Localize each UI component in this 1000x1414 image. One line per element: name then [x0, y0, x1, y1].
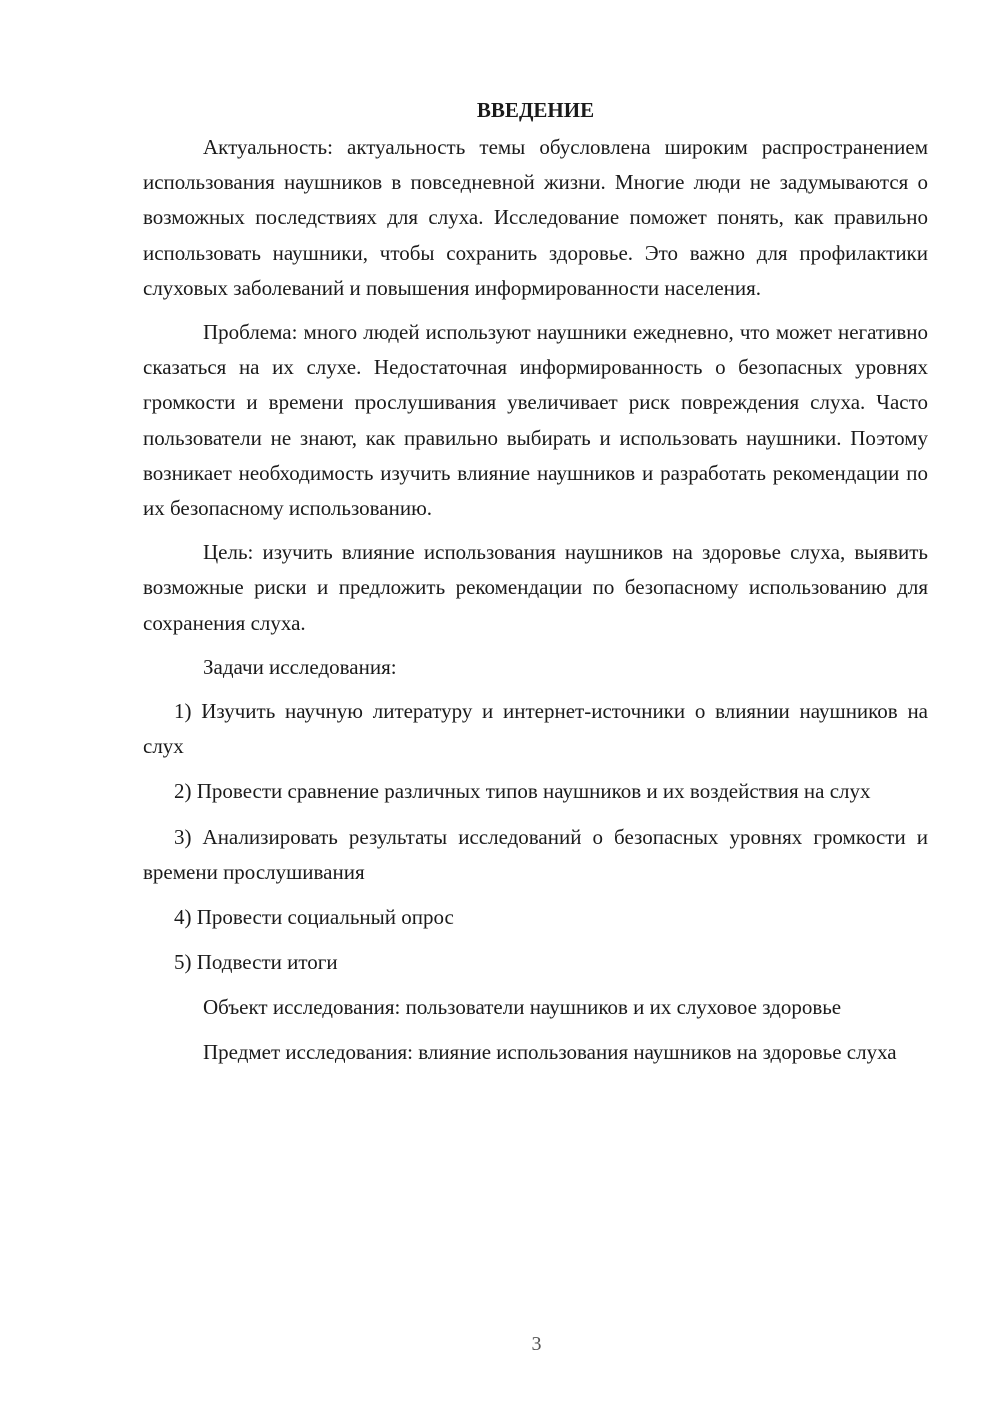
research-object-paragraph: Объект исследования: пользователи наушников и их слуховое здоровье: [203, 995, 842, 1020]
tasks-heading: Задачи исследования:: [203, 654, 397, 679]
task-item-1: 1) Изучить научную литературу и интернет-источники о влиянии наушников на слух: [143, 699, 928, 759]
task-item-3: 3) Анализировать результаты исследований о безопасных уровнях громкости и времени прослушивания: [143, 824, 928, 884]
page-title: ВВЕДЕНИЕ: [476, 98, 595, 122]
goal-paragraph: Цель: изучить влияние использования наушников на здоровье слуха, выявить возможные риски и предложить рекомендации по безопасному использованию для сохранения слуха.: [143, 540, 928, 635]
relevance-paragraph: Актуальность: актуальность темы обусловлена широким распространением использования наушников в повседневной жизни. Многие люди не задумываются о возможных последствиях для слуха. Исследование поможет понять, как правильно использовать наушники, чтобы сохранить здоровье. Это важно для профилактики слуховых заболеваний и повышения информированности населения.: [143, 135, 928, 300]
problem-paragraph: Проблема: много людей используют наушники ежедневно, что может негативно сказаться на их слухе. Недостаточная информированность о безопасных уровнях громкости и времени прослушивания увеличивает риск повреждения слуха. Часто пользователи не знают, как правильно выбирать и использовать наушники. Поэтому возникает необходимость изучить влияние наушников и разработать рекомендации по их безопасному использованию.: [143, 320, 928, 521]
task-item-2: 2) Провести сравнение различных типов наушников и их воздействия на слух: [174, 779, 871, 804]
document-page: [143, 92, 928, 1079]
task-item-4: 4) Провести социальный опрос: [174, 905, 454, 930]
research-subject-paragraph: Предмет исследования: влияние использования наушников на здоровье слуха: [203, 1039, 897, 1064]
task-item-5: 5) Подвести итоги: [174, 950, 338, 975]
page-number: 3: [531, 1333, 542, 1355]
